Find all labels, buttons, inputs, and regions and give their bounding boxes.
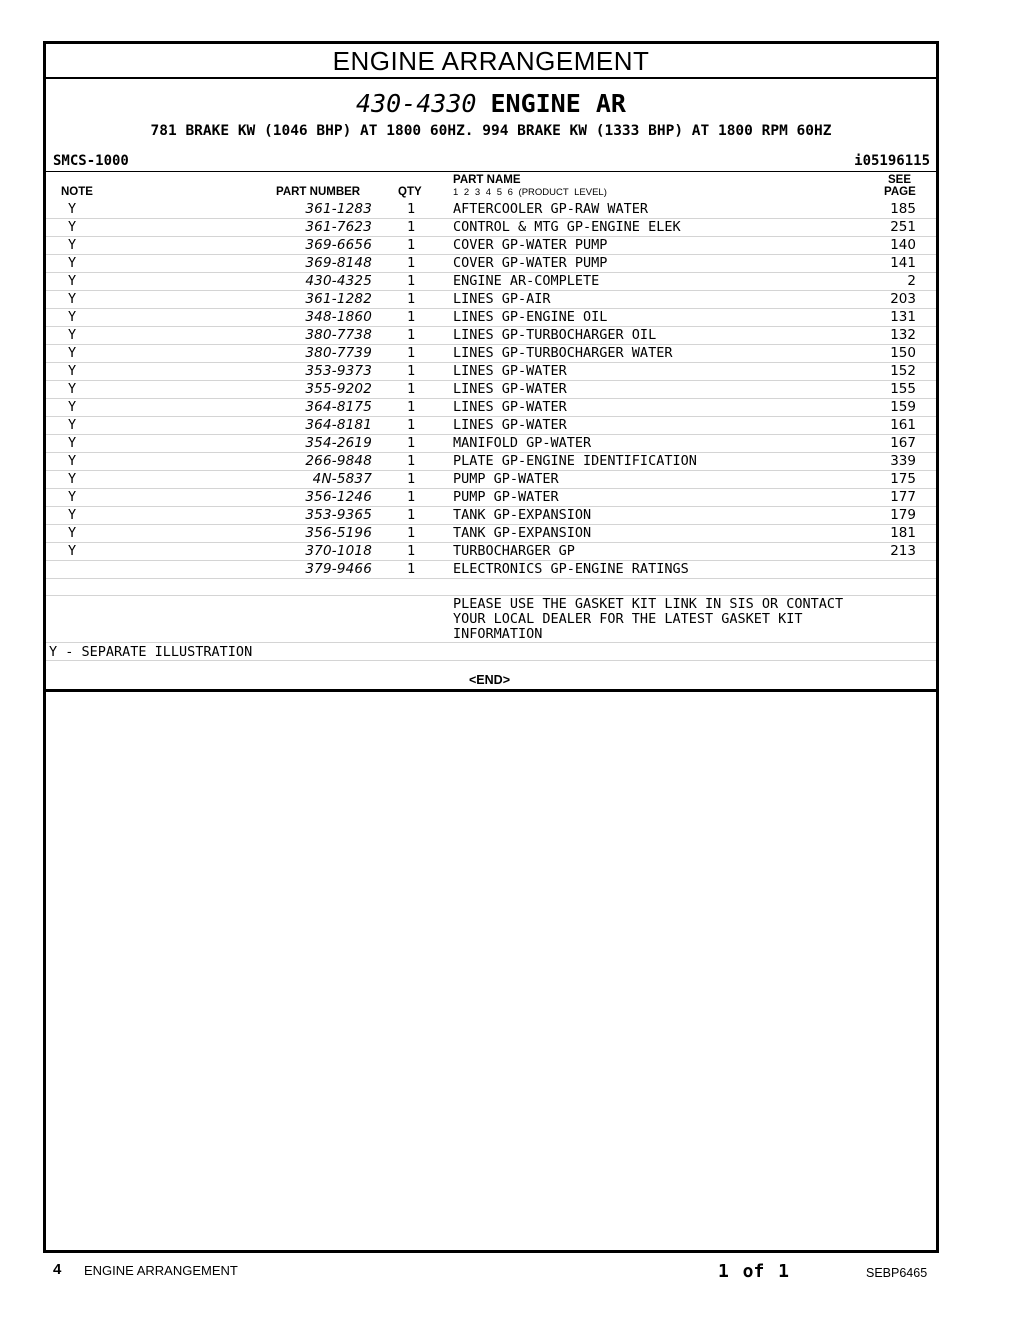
row-part-number: 355-9202	[305, 381, 372, 397]
row-note: Y	[68, 453, 77, 469]
row-note: Y	[68, 417, 77, 433]
table-row	[46, 561, 936, 579]
row-note: Y	[68, 543, 77, 559]
table-row	[46, 273, 936, 291]
row-see-page: 177	[890, 489, 916, 505]
page-title: ENGINE ARRANGEMENT	[46, 44, 936, 79]
table-row	[46, 543, 936, 561]
row-part-number: 361-7623	[305, 219, 372, 235]
document-ident: i05196115	[854, 153, 930, 169]
table-row	[46, 219, 936, 237]
row-part-number: 361-1283	[305, 201, 372, 217]
row-part-name: TURBOCHARGER GP	[453, 543, 575, 559]
row-part-name: MANIFOLD GP-WATER	[453, 435, 592, 451]
table-row	[46, 201, 936, 219]
row-see-page: 251	[890, 219, 916, 235]
row-qty: 1	[407, 507, 416, 523]
row-note: Y	[68, 237, 77, 253]
row-part-name: ELECTRONICS GP-ENGINE RATINGS	[453, 561, 689, 577]
row-see-page: 140	[890, 237, 916, 253]
row-qty: 1	[407, 273, 416, 289]
row-part-number: 369-8148	[305, 255, 372, 271]
row-note: Y	[68, 399, 77, 415]
row-qty: 1	[407, 453, 416, 469]
row-part-name: PUMP GP-WATER	[453, 471, 559, 487]
parts-list-section	[46, 79, 936, 692]
document-title	[46, 89, 936, 118]
row-part-name: TANK GP-EXPANSION	[453, 507, 592, 523]
row-part-number: 353-9365	[305, 507, 372, 523]
row-part-name: PLATE GP-ENGINE IDENTIFICATION	[453, 453, 697, 469]
header-divider	[46, 171, 936, 172]
table-row	[46, 363, 936, 381]
gasket-note-line: YOUR LOCAL DEALER FOR THE LATEST GASKET KIT	[453, 611, 803, 627]
row-part-number: 266-9848	[305, 453, 372, 469]
table-row	[46, 525, 936, 543]
row-part-number: 361-1282	[305, 291, 372, 307]
row-note: Y	[68, 363, 77, 379]
row-see-page: 2	[907, 273, 916, 289]
illustration-legend: Y - SEPARATE ILLUSTRATION	[49, 644, 253, 660]
column-header-note: NOTE	[61, 186, 93, 198]
footer-page-count: 1 of 1	[718, 1261, 790, 1282]
row-part-name: LINES GP-AIR	[453, 291, 551, 307]
row-note: Y	[68, 525, 77, 541]
row-part-number: 369-6656	[305, 237, 372, 253]
document-subtitle: 781 BRAKE KW (1046 BHP) AT 1800 60HZ. 994 BRAKE KW (1333 BHP) AT 1800 RPM 60HZ	[150, 123, 832, 139]
table-row	[46, 327, 936, 345]
row-qty: 1	[407, 561, 416, 577]
row-note: Y	[68, 489, 77, 505]
row-see-page: 185	[890, 201, 916, 217]
row-see-page: 131	[890, 309, 916, 325]
row-qty: 1	[407, 237, 416, 253]
row-see-page: 152	[890, 363, 916, 379]
table-row	[46, 417, 936, 435]
row-note: Y	[68, 219, 77, 235]
footer-section-title: ENGINE ARRANGEMENT	[84, 1263, 238, 1278]
row-qty: 1	[407, 525, 416, 541]
row-part-name: LINES GP-WATER	[453, 363, 567, 379]
row-qty: 1	[407, 489, 416, 505]
row-see-page: 159	[890, 399, 916, 415]
blank-row	[46, 579, 936, 596]
row-see-page: 161	[890, 417, 916, 433]
row-qty: 1	[407, 255, 416, 271]
row-see-page: 150	[890, 345, 916, 361]
table-row	[46, 237, 936, 255]
row-part-number: 356-5196	[305, 525, 372, 541]
column-header-product-levels: 1 2 3 4 5 6 (PRODUCT LEVEL)	[453, 187, 607, 198]
title-part-name: ENGINE AR	[490, 89, 626, 118]
row-part-number: 379-9466	[305, 561, 372, 577]
row-note: Y	[68, 201, 77, 217]
column-header-part-number: PART NUMBER	[276, 186, 361, 198]
row-part-name: LINES GP-ENGINE OIL	[453, 309, 608, 325]
row-qty: 1	[407, 471, 416, 487]
row-note: Y	[68, 273, 77, 289]
row-part-name: PUMP GP-WATER	[453, 489, 559, 505]
row-part-number: 4N-5837	[312, 471, 372, 487]
row-note: Y	[68, 255, 77, 271]
row-note: Y	[68, 291, 77, 307]
row-note: Y	[68, 381, 77, 397]
row-part-number: 380-7738	[305, 327, 372, 343]
row-part-name: LINES GP-WATER	[453, 417, 567, 433]
row-see-page: 213	[890, 543, 916, 559]
parts-table	[46, 201, 936, 661]
table-row	[46, 471, 936, 489]
row-qty: 1	[407, 363, 416, 379]
row-see-page: 132	[890, 327, 916, 343]
row-part-number: 353-9373	[305, 363, 372, 379]
row-note: Y	[68, 507, 77, 523]
row-see-page: 141	[890, 255, 916, 271]
row-qty: 1	[407, 345, 416, 361]
row-part-number: 364-8175	[305, 399, 372, 415]
row-part-number: 430-4325	[305, 273, 372, 289]
row-qty: 1	[407, 381, 416, 397]
row-part-name: CONTROL & MTG GP-ENGINE ELEK	[453, 219, 681, 235]
smcs-code: SMCS-1000	[53, 153, 129, 169]
row-note: Y	[68, 435, 77, 451]
footer-page-number: 4	[53, 1261, 62, 1278]
row-part-name: ENGINE AR-COMPLETE	[453, 273, 600, 289]
row-see-page: 175	[890, 471, 916, 487]
table-row	[46, 255, 936, 273]
table-row	[46, 381, 936, 399]
row-part-name: LINES GP-TURBOCHARGER WATER	[453, 345, 673, 361]
row-note: Y	[68, 471, 77, 487]
row-see-page: 181	[890, 525, 916, 541]
parts-rows	[46, 201, 936, 579]
row-qty: 1	[407, 309, 416, 325]
column-header-qty: QTY	[398, 186, 422, 198]
row-see-page: 203	[890, 291, 916, 307]
table-row	[46, 399, 936, 417]
table-row	[46, 435, 936, 453]
row-note: Y	[68, 309, 77, 325]
row-part-name: AFTERCOOLER GP-RAW WATER	[453, 201, 649, 217]
row-part-number: 356-1246	[305, 489, 372, 505]
row-qty: 1	[407, 543, 416, 559]
row-part-name: TANK GP-EXPANSION	[453, 525, 592, 541]
gasket-note-text	[453, 597, 843, 642]
row-qty: 1	[407, 291, 416, 307]
page-frame	[43, 41, 939, 1253]
row-part-number: 380-7739	[305, 345, 372, 361]
legend-row	[46, 643, 936, 661]
row-qty: 1	[407, 219, 416, 235]
row-part-name: COVER GP-WATER PUMP	[453, 237, 608, 253]
row-qty: 1	[407, 435, 416, 451]
row-see-page: 179	[890, 507, 916, 523]
row-part-name: LINES GP-WATER	[453, 399, 567, 415]
title-part-number: 430-4330	[356, 89, 477, 118]
column-header-part-name: PART NAME	[453, 174, 521, 186]
row-note: Y	[68, 327, 77, 343]
row-part-number: 364-8181	[305, 417, 372, 433]
table-row	[46, 291, 936, 309]
table-row	[46, 309, 936, 327]
table-row	[46, 489, 936, 507]
gasket-note-line: PLEASE USE THE GASKET KIT LINK IN SIS OR CONTACT	[453, 596, 844, 612]
table-row	[46, 345, 936, 363]
row-qty: 1	[407, 399, 416, 415]
row-part-name: COVER GP-WATER PUMP	[453, 255, 608, 271]
row-part-number: 370-1018	[305, 543, 372, 559]
gasket-note	[46, 596, 936, 643]
row-part-name: LINES GP-TURBOCHARGER OIL	[453, 327, 657, 343]
row-see-page: 339	[890, 453, 916, 469]
table-row	[46, 453, 936, 471]
end-marker: <END>	[469, 673, 510, 687]
column-header-see: SEE	[888, 174, 912, 186]
row-qty: 1	[407, 201, 416, 217]
row-note: Y	[68, 345, 77, 361]
row-see-page: 167	[890, 435, 916, 451]
footer-document-id: SEBP6465	[866, 1266, 928, 1280]
gasket-note-line: INFORMATION	[453, 626, 543, 642]
row-qty: 1	[407, 327, 416, 343]
row-qty: 1	[407, 417, 416, 433]
row-part-number: 348-1860	[305, 309, 372, 325]
row-see-page: 155	[890, 381, 916, 397]
column-header-page: PAGE	[884, 186, 916, 198]
row-part-name: LINES GP-WATER	[453, 381, 567, 397]
row-part-number: 354-2619	[305, 435, 372, 451]
table-row	[46, 507, 936, 525]
